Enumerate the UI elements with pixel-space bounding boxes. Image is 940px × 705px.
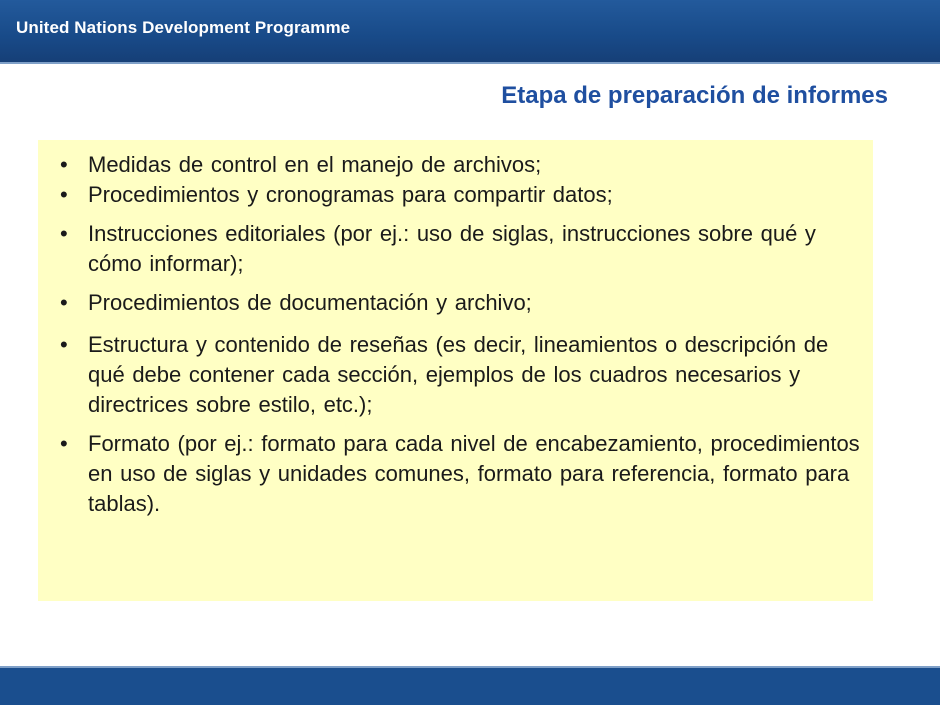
header-divider bbox=[0, 62, 940, 64]
bullet-text: Medidas de control en el manejo de archivos; bbox=[88, 152, 542, 177]
bullet-item bbox=[38, 180, 873, 210]
bullet-item bbox=[38, 429, 873, 519]
bullet-item bbox=[38, 150, 873, 180]
bullet-marker: • bbox=[60, 332, 68, 357]
header-bar bbox=[0, 0, 940, 62]
bullet-marker: • bbox=[60, 182, 68, 207]
bullet-list bbox=[38, 150, 873, 519]
slide-title: Etapa de preparación de informes bbox=[501, 82, 888, 109]
bullet-item bbox=[38, 219, 873, 279]
bullet-marker: • bbox=[60, 290, 68, 315]
bullet-text: Estructura y contenido de reseñas (es decir, lineamientos o descripción de qué debe contener cada sección, ejemplos de los cuadros necesarios y directrices sobre estilo, etc.); bbox=[88, 332, 829, 417]
bullet-marker: • bbox=[60, 431, 68, 456]
bullet-item bbox=[38, 330, 873, 420]
content-box bbox=[38, 140, 873, 601]
bullet-text: Procedimientos de documentación y archivo; bbox=[88, 290, 532, 315]
bullet-item bbox=[38, 288, 873, 318]
bullet-marker: • bbox=[60, 152, 68, 177]
footer-bar bbox=[0, 668, 940, 705]
bullet-text: Formato (por ej.: formato para cada nivel de encabezamiento, procedimientos en uso de siglas y unidades comunes, formato para referencia, formato para tablas). bbox=[88, 431, 860, 516]
bullet-text: Instrucciones editoriales (por ej.: uso de siglas, instrucciones sobre qué y cómo informar); bbox=[88, 221, 816, 276]
organization-name: United Nations Development Programme bbox=[16, 18, 351, 37]
bullet-text: Procedimientos y cronogramas para compartir datos; bbox=[88, 182, 613, 207]
bullet-marker: • bbox=[60, 221, 68, 246]
